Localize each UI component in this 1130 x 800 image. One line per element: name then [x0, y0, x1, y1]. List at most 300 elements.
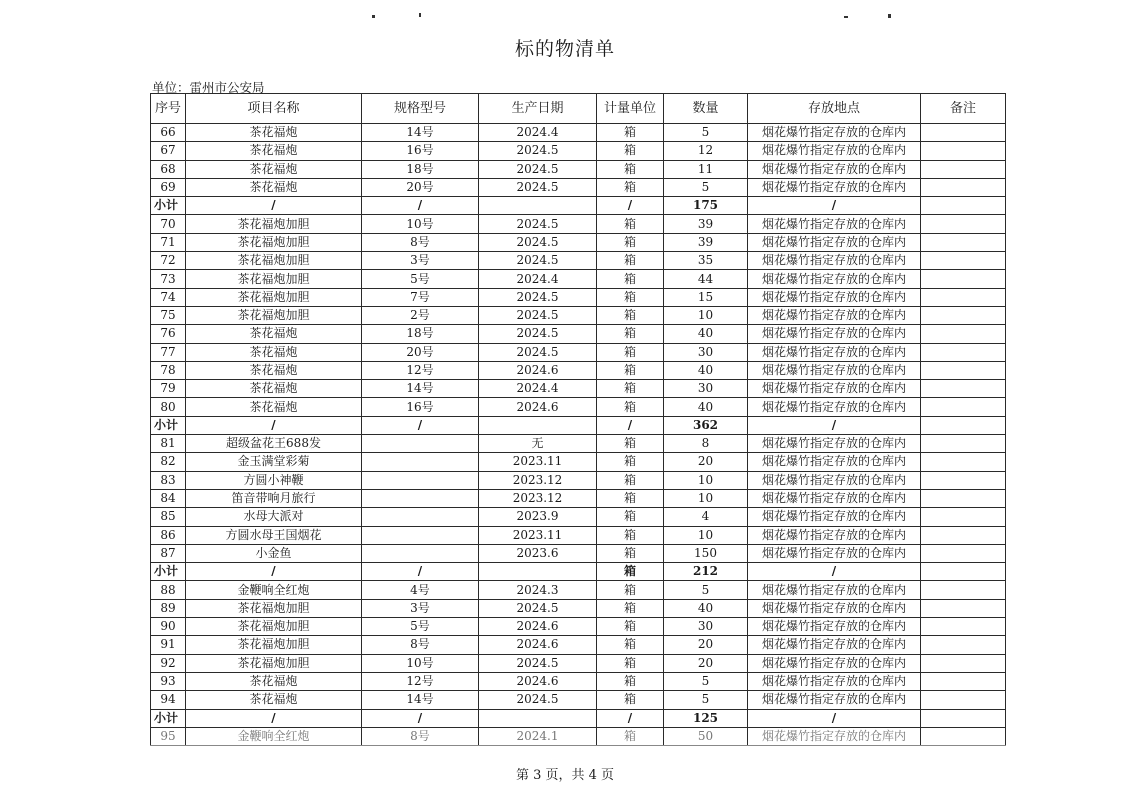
item-unit: 箱: [597, 288, 664, 306]
item-spec: 2号: [362, 306, 479, 324]
header-unit: 计量单位: [597, 94, 664, 124]
item-name: 小金鱼: [186, 544, 362, 562]
item-name: 茶花福炮: [186, 691, 362, 709]
item-location: [748, 489, 921, 507]
item-qty: 20: [664, 636, 748, 654]
item-qty: 5: [664, 672, 748, 690]
location-text: 烟花爆竹指定存放的仓库内: [761, 582, 906, 597]
item-spec: 8号: [362, 233, 479, 251]
table-row: [151, 691, 1006, 709]
item-qty: 30: [664, 343, 748, 361]
row-number: 89: [151, 599, 186, 617]
item-location: [748, 142, 921, 160]
item-note: [921, 215, 1006, 233]
item-location: [748, 270, 921, 288]
table-row: [151, 727, 1006, 745]
row-number: 78: [151, 361, 186, 379]
item-note: [921, 691, 1006, 709]
item-qty: 8: [664, 435, 748, 453]
location-text: 烟花爆竹指定存放的仓库内: [761, 545, 906, 560]
item-spec: 14号: [362, 380, 479, 398]
table-row: [151, 435, 1006, 453]
item-note: [921, 288, 1006, 306]
item-note: [921, 709, 1006, 727]
item-location: [748, 618, 921, 636]
item-qty: 30: [664, 380, 748, 398]
item-spec: 10号: [362, 215, 479, 233]
scan-mark: [888, 14, 891, 18]
item-qty: 15: [664, 288, 748, 306]
item-date: 2024.5: [479, 178, 597, 196]
item-qty: 125: [664, 709, 748, 727]
item-qty: 10: [664, 471, 748, 489]
row-number: 76: [151, 325, 186, 343]
item-qty: 5: [664, 581, 748, 599]
item-location: [748, 380, 921, 398]
item-date: 2024.5: [479, 252, 597, 270]
location-text: 烟花爆竹指定存放的仓库内: [761, 143, 906, 158]
header-no: 序号: [151, 94, 186, 124]
table-row: [151, 233, 1006, 251]
row-number: 66: [151, 124, 186, 142]
table-row: [151, 288, 1006, 306]
item-spec: 7号: [362, 288, 479, 306]
item-qty: 20: [664, 654, 748, 672]
header-name: 项目名称: [186, 94, 362, 124]
item-spec: 8号: [362, 636, 479, 654]
item-note: [921, 160, 1006, 178]
header-qty: 数量: [664, 94, 748, 124]
item-name: /: [186, 709, 362, 727]
location-text: 烟花爆竹指定存放的仓库内: [761, 674, 906, 689]
row-number: 84: [151, 489, 186, 507]
item-date: 2024.4: [479, 124, 597, 142]
item-date: 2024.3: [479, 581, 597, 599]
item-spec: /: [362, 709, 479, 727]
item-name: 方圆水母王国烟花: [186, 526, 362, 544]
item-location: [748, 508, 921, 526]
location-text: 烟花爆竹指定存放的仓库内: [761, 381, 906, 396]
item-name: 茶花福炮: [186, 178, 362, 196]
table-body: [151, 124, 1006, 746]
row-number: 67: [151, 142, 186, 160]
item-location: [748, 453, 921, 471]
item-date: 2023.12: [479, 489, 597, 507]
location-text: 烟花爆竹指定存放的仓库内: [761, 454, 906, 469]
item-date: 2024.5: [479, 343, 597, 361]
table-row: [151, 618, 1006, 636]
item-note: [921, 563, 1006, 581]
item-location: [748, 471, 921, 489]
row-number: 74: [151, 288, 186, 306]
location-text: 烟花爆竹指定存放的仓库内: [761, 655, 906, 670]
item-unit: 箱: [597, 618, 664, 636]
item-location: [748, 636, 921, 654]
location-text: 烟花爆竹指定存放的仓库内: [761, 289, 906, 304]
item-note: [921, 489, 1006, 507]
item-name: 茶花福炮加胆: [186, 599, 362, 617]
item-location: [748, 654, 921, 672]
row-number: 83: [151, 471, 186, 489]
row-number: 小计: [151, 709, 186, 727]
item-unit: 箱: [597, 233, 664, 251]
row-number: 86: [151, 526, 186, 544]
item-date: 2023.9: [479, 508, 597, 526]
row-number: 87: [151, 544, 186, 562]
item-location: [748, 252, 921, 270]
item-location: /: [748, 416, 921, 434]
row-number: 93: [151, 672, 186, 690]
item-spec: [362, 453, 479, 471]
item-date: [479, 709, 597, 727]
item-spec: 3号: [362, 252, 479, 270]
table-row: [151, 581, 1006, 599]
item-unit: /: [597, 197, 664, 215]
item-location: [748, 435, 921, 453]
item-qty: 39: [664, 215, 748, 233]
item-date: 2024.5: [479, 142, 597, 160]
item-name: 金鞭响全红炮: [186, 727, 362, 745]
item-unit: 箱: [597, 508, 664, 526]
item-unit: 箱: [597, 471, 664, 489]
row-number: 小计: [151, 563, 186, 581]
item-date: 2023.11: [479, 453, 597, 471]
row-number: 69: [151, 178, 186, 196]
item-date: [479, 197, 597, 215]
item-qty: 40: [664, 398, 748, 416]
item-date: 2024.5: [479, 215, 597, 233]
location-text: 烟花爆竹指定存放的仓库内: [761, 600, 906, 615]
item-unit: 箱: [597, 435, 664, 453]
item-note: [921, 306, 1006, 324]
row-number: 73: [151, 270, 186, 288]
item-note: [921, 380, 1006, 398]
item-name: 茶花福炮加胆: [186, 252, 362, 270]
item-date: 2023.11: [479, 526, 597, 544]
item-note: [921, 325, 1006, 343]
table-row: [151, 453, 1006, 471]
item-qty: 44: [664, 270, 748, 288]
item-spec: 14号: [362, 691, 479, 709]
row-number: 72: [151, 252, 186, 270]
page-footer: 第 3 页，共 4 页: [515, 768, 615, 783]
location-text: 烟花爆竹指定存放的仓库内: [761, 436, 906, 451]
item-name: 茶花福炮加胆: [186, 270, 362, 288]
item-unit: 箱: [597, 672, 664, 690]
table-row: [151, 142, 1006, 160]
item-date: 2024.4: [479, 380, 597, 398]
item-date: 无: [479, 435, 597, 453]
item-note: [921, 727, 1006, 745]
item-spec: 14号: [362, 124, 479, 142]
item-note: [921, 618, 1006, 636]
item-date: 2024.5: [479, 691, 597, 709]
row-number: 77: [151, 343, 186, 361]
item-date: 2024.6: [479, 618, 597, 636]
header-note: 备注: [921, 94, 1006, 124]
item-location: /: [748, 563, 921, 581]
table-row: [151, 544, 1006, 562]
item-unit: 箱: [597, 178, 664, 196]
item-spec: [362, 471, 479, 489]
item-name: /: [186, 197, 362, 215]
table-row: [151, 398, 1006, 416]
table-row: [151, 654, 1006, 672]
item-date: 2024.5: [479, 160, 597, 178]
subtotal-row: [151, 197, 1006, 215]
item-date: 2024.6: [479, 672, 597, 690]
item-note: [921, 233, 1006, 251]
item-name: /: [186, 563, 362, 581]
row-number: 82: [151, 453, 186, 471]
table-row: [151, 306, 1006, 324]
item-date: 2024.4: [479, 270, 597, 288]
item-name: 茶花福炮: [186, 361, 362, 379]
item-note: [921, 654, 1006, 672]
table-row: [151, 672, 1006, 690]
subtotal-row: [151, 416, 1006, 434]
table-row: [151, 471, 1006, 489]
item-qty: 40: [664, 361, 748, 379]
page-title: 标的物清单: [514, 38, 615, 60]
item-location: [748, 691, 921, 709]
item-spec: [362, 435, 479, 453]
item-unit: 箱: [597, 563, 664, 581]
item-qty: 40: [664, 325, 748, 343]
location-text: 烟花爆竹指定存放的仓库内: [761, 637, 906, 652]
item-note: [921, 526, 1006, 544]
location-text: 烟花爆竹指定存放的仓库内: [761, 728, 906, 743]
item-note: [921, 435, 1006, 453]
item-spec: 18号: [362, 160, 479, 178]
item-name: 茶花福炮加胆: [186, 233, 362, 251]
table-row: [151, 343, 1006, 361]
item-date: 2024.6: [479, 398, 597, 416]
scan-mark: [844, 16, 848, 18]
item-unit: 箱: [597, 398, 664, 416]
location-text: 烟花爆竹指定存放的仓库内: [761, 161, 906, 176]
table-row: [151, 636, 1006, 654]
item-unit: /: [597, 709, 664, 727]
item-unit: 箱: [597, 380, 664, 398]
item-qty: 39: [664, 233, 748, 251]
item-location: [748, 727, 921, 745]
item-unit: 箱: [597, 636, 664, 654]
item-spec: [362, 526, 479, 544]
item-date: [479, 416, 597, 434]
item-date: 2024.5: [479, 654, 597, 672]
item-name: 茶花福炮: [186, 343, 362, 361]
item-unit: 箱: [597, 343, 664, 361]
subtotal-row: [151, 709, 1006, 727]
item-name: 茶花福炮: [186, 325, 362, 343]
item-date: 2024.5: [479, 325, 597, 343]
table-row: [151, 252, 1006, 270]
item-qty: 20: [664, 453, 748, 471]
item-name: 茶花福炮加胆: [186, 636, 362, 654]
table-row: [151, 526, 1006, 544]
row-number: 92: [151, 654, 186, 672]
table-row: [151, 361, 1006, 379]
item-unit: 箱: [597, 453, 664, 471]
item-qty: 10: [664, 489, 748, 507]
row-number: 75: [151, 306, 186, 324]
item-note: [921, 453, 1006, 471]
item-note: [921, 508, 1006, 526]
location-text: 烟花爆竹指定存放的仓库内: [761, 271, 906, 286]
item-note: [921, 197, 1006, 215]
item-name: 金玉满堂彩菊: [186, 453, 362, 471]
item-unit: 箱: [597, 124, 664, 142]
table-row: [151, 160, 1006, 178]
item-unit: 箱: [597, 489, 664, 507]
item-spec: 5号: [362, 270, 479, 288]
row-number: 小计: [151, 416, 186, 434]
location-text: 烟花爆竹指定存放的仓库内: [761, 527, 906, 542]
item-note: [921, 636, 1006, 654]
item-spec: 3号: [362, 599, 479, 617]
location-text: 烟花爆竹指定存放的仓库内: [761, 234, 906, 249]
item-location: [748, 398, 921, 416]
item-qty: 4: [664, 508, 748, 526]
item-date: 2024.5: [479, 599, 597, 617]
item-note: [921, 581, 1006, 599]
item-location: [748, 215, 921, 233]
item-date: 2023.12: [479, 471, 597, 489]
table-row: [151, 124, 1006, 142]
item-name: 茶花福炮: [186, 672, 362, 690]
row-number: 小计: [151, 197, 186, 215]
item-qty: 12: [664, 142, 748, 160]
item-note: [921, 270, 1006, 288]
item-location: [748, 599, 921, 617]
item-unit: 箱: [597, 526, 664, 544]
item-location: [748, 288, 921, 306]
item-spec: /: [362, 416, 479, 434]
item-note: [921, 416, 1006, 434]
location-text: 烟花爆竹指定存放的仓库内: [761, 125, 906, 140]
item-unit: /: [597, 416, 664, 434]
item-name: 茶花福炮加胆: [186, 654, 362, 672]
location-text: 烟花爆竹指定存放的仓库内: [761, 509, 906, 524]
item-spec: /: [362, 197, 479, 215]
header-spec: 规格型号: [362, 94, 479, 124]
inventory-table: [150, 93, 1006, 746]
item-spec: 5号: [362, 618, 479, 636]
row-number: 68: [151, 160, 186, 178]
item-location: [748, 544, 921, 562]
location-text: 烟花爆竹指定存放的仓库内: [761, 326, 906, 341]
unit-line: 单位：雷州市公安局: [152, 80, 265, 95]
location-text: 烟花爆竹指定存放的仓库内: [761, 308, 906, 323]
item-qty: 30: [664, 618, 748, 636]
item-name: 茶花福炮加胆: [186, 215, 362, 233]
row-number: 90: [151, 618, 186, 636]
table-row: [151, 599, 1006, 617]
table-row: [151, 270, 1006, 288]
item-name: 茶花福炮: [186, 398, 362, 416]
item-location: [748, 672, 921, 690]
row-number: 91: [151, 636, 186, 654]
location-text: 烟花爆竹指定存放的仓库内: [761, 399, 906, 414]
item-name: 茶花福炮加胆: [186, 306, 362, 324]
item-qty: 5: [664, 178, 748, 196]
item-name: 茶花福炮加胆: [186, 618, 362, 636]
item-location: [748, 178, 921, 196]
item-qty: 212: [664, 563, 748, 581]
item-unit: 箱: [597, 160, 664, 178]
item-name: 超级盆花王688发: [186, 435, 362, 453]
item-date: 2024.1: [479, 727, 597, 745]
item-note: [921, 142, 1006, 160]
item-location: [748, 124, 921, 142]
item-qty: 35: [664, 252, 748, 270]
item-spec: 12号: [362, 672, 479, 690]
table-row: [151, 325, 1006, 343]
item-note: [921, 599, 1006, 617]
item-date: 2024.5: [479, 306, 597, 324]
item-name: 茶花福炮: [186, 124, 362, 142]
item-date: 2024.6: [479, 636, 597, 654]
item-spec: [362, 544, 479, 562]
location-text: 烟花爆竹指定存放的仓库内: [761, 472, 906, 487]
item-note: [921, 361, 1006, 379]
item-qty: 10: [664, 306, 748, 324]
scan-mark: [372, 15, 375, 18]
scan-mark: [419, 13, 421, 17]
item-location: [748, 343, 921, 361]
item-name: 茶花福炮: [186, 160, 362, 178]
item-unit: 箱: [597, 252, 664, 270]
item-spec: 20号: [362, 343, 479, 361]
item-location: [748, 160, 921, 178]
item-location: /: [748, 197, 921, 215]
item-unit: 箱: [597, 306, 664, 324]
table-row: [151, 178, 1006, 196]
item-qty: 50: [664, 727, 748, 745]
item-date: 2023.6: [479, 544, 597, 562]
location-text: 烟花爆竹指定存放的仓库内: [761, 491, 906, 506]
row-number: 81: [151, 435, 186, 453]
item-unit: 箱: [597, 270, 664, 288]
table-row: [151, 508, 1006, 526]
item-spec: 16号: [362, 398, 479, 416]
table-row: [151, 380, 1006, 398]
header-date: 生产日期: [479, 94, 597, 124]
item-date: 2024.6: [479, 361, 597, 379]
location-text: 烟花爆竹指定存放的仓库内: [761, 619, 906, 634]
row-number: 79: [151, 380, 186, 398]
item-name: 茶花福炮: [186, 142, 362, 160]
header-location: 存放地点: [748, 94, 921, 124]
item-qty: 5: [664, 691, 748, 709]
item-note: [921, 471, 1006, 489]
item-location: [748, 361, 921, 379]
item-qty: 5: [664, 124, 748, 142]
item-unit: 箱: [597, 727, 664, 745]
item-location: [748, 526, 921, 544]
item-note: [921, 124, 1006, 142]
item-location: [748, 581, 921, 599]
row-number: 70: [151, 215, 186, 233]
subtotal-row: [151, 563, 1006, 581]
item-unit: 箱: [597, 654, 664, 672]
item-note: [921, 544, 1006, 562]
location-text: 烟花爆竹指定存放的仓库内: [761, 216, 906, 231]
item-qty: 40: [664, 599, 748, 617]
item-unit: 箱: [597, 215, 664, 233]
row-number: 95: [151, 727, 186, 745]
